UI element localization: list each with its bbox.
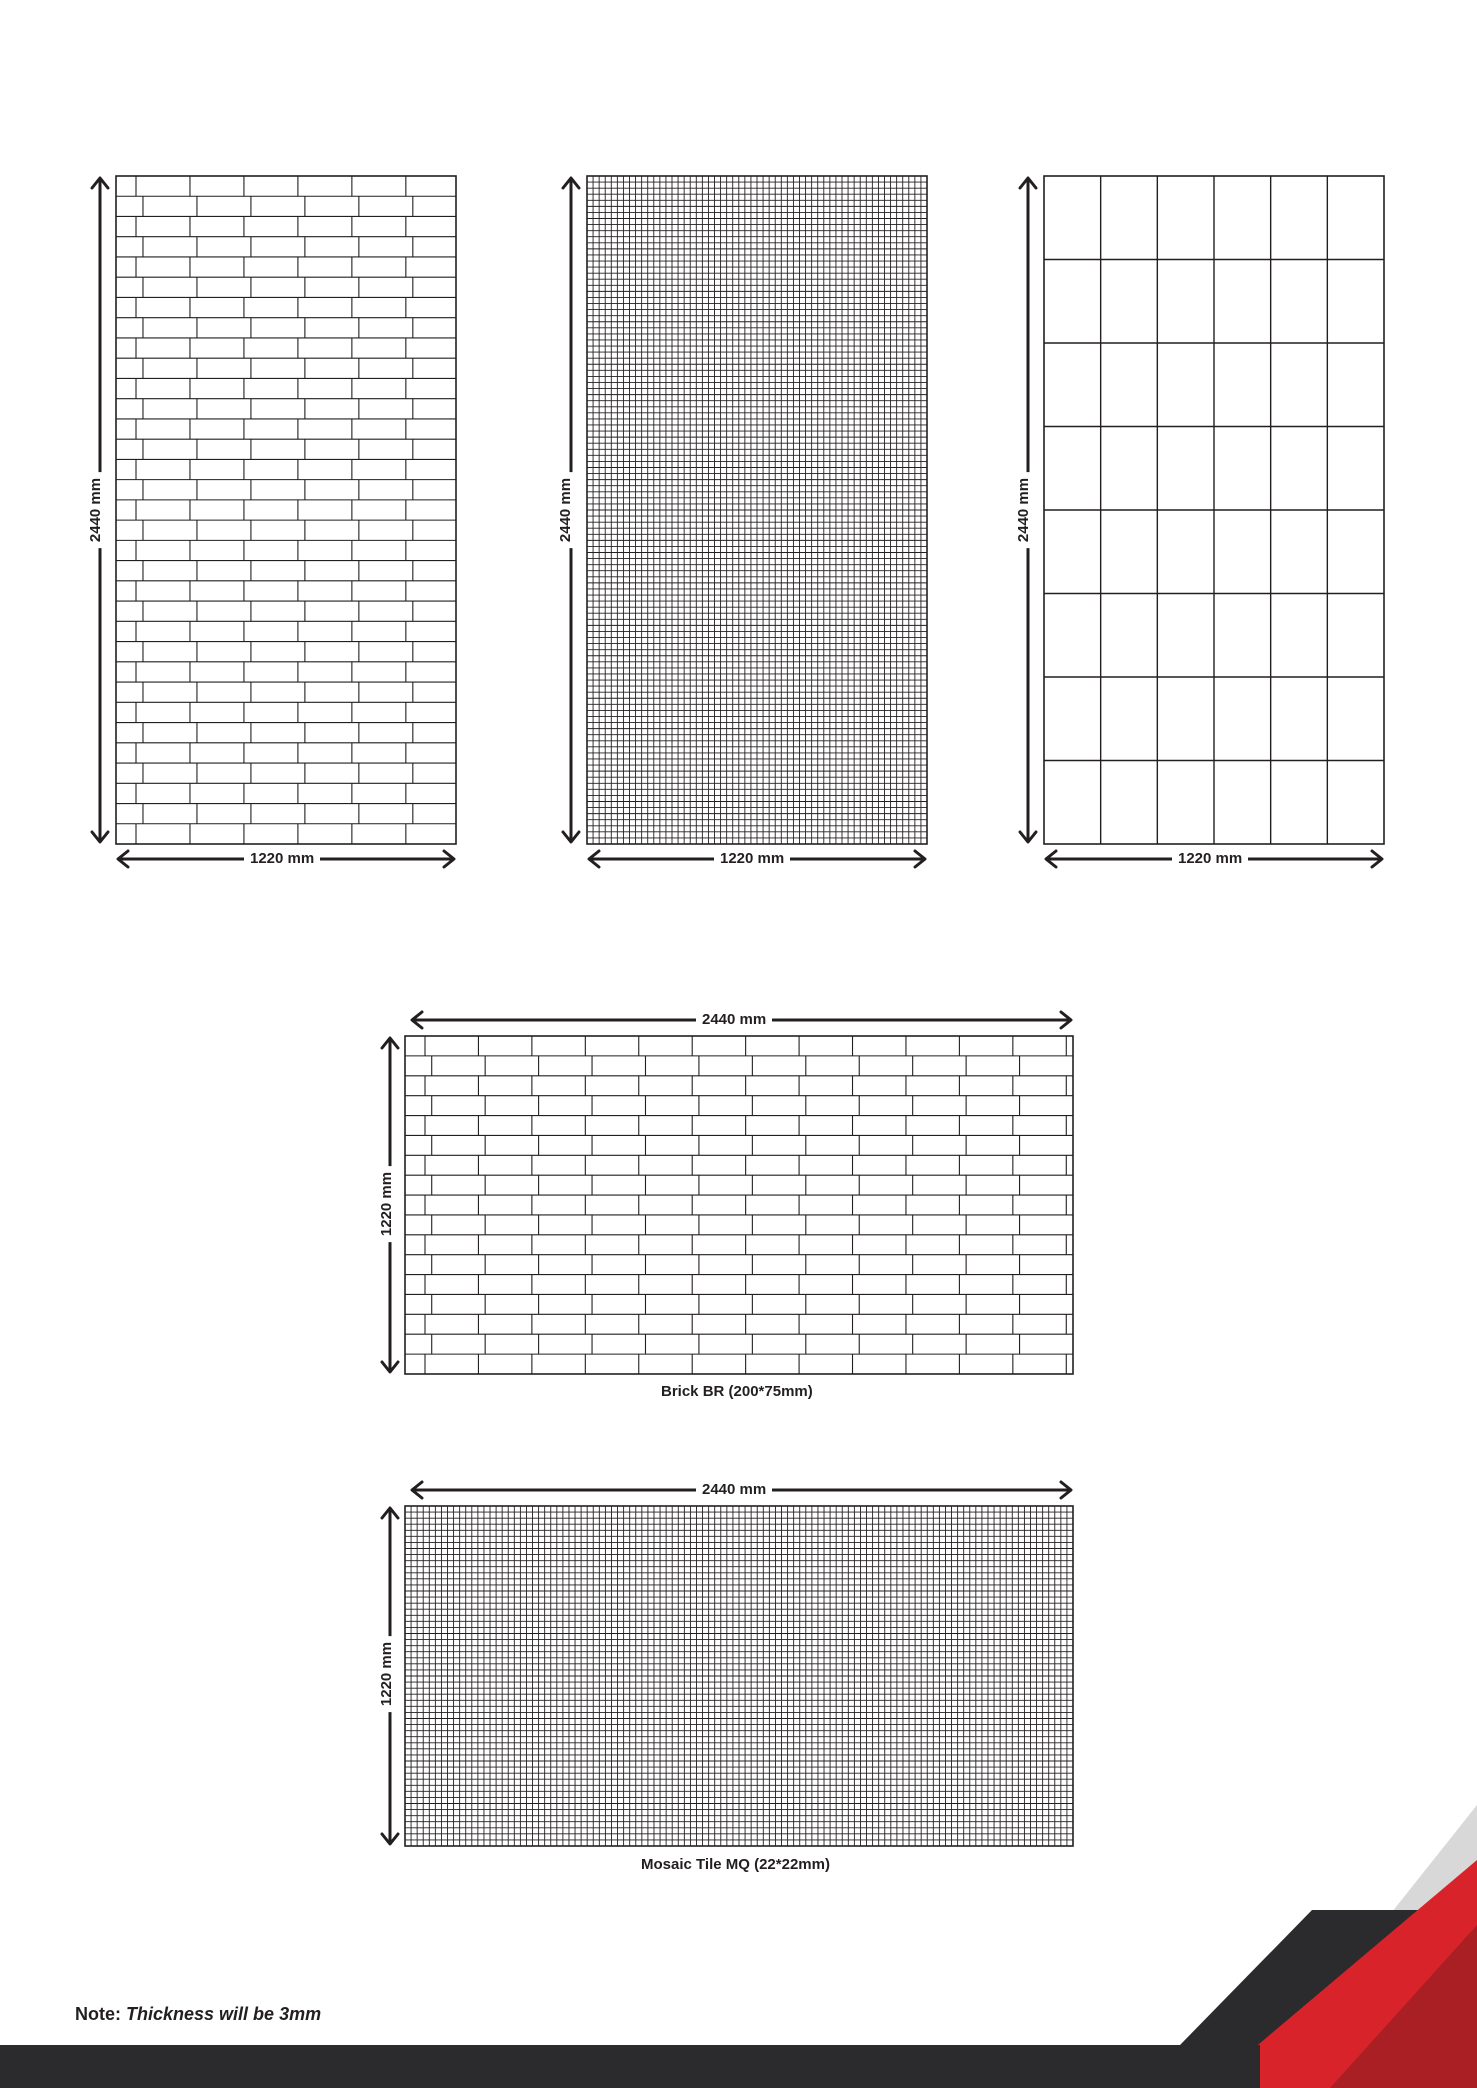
width-dimension-label: 1220 mm bbox=[1172, 850, 1248, 868]
panel-title: Mosaic Tile MQ (22*22mm) bbox=[641, 1856, 830, 1873]
height-dimension-label: 1220 mm bbox=[378, 1166, 396, 1242]
width-dimension-label: 2440 mm bbox=[696, 1481, 772, 1499]
height-dimension-label: 2440 mm bbox=[557, 472, 575, 548]
pattern-lines bbox=[405, 1506, 1073, 1846]
width-dimension-label: 2440 mm bbox=[696, 1011, 772, 1029]
panel-title: Brick BR (200*75mm) bbox=[661, 1383, 813, 1400]
width-dimension-label: 1220 mm bbox=[244, 850, 320, 868]
height-dimension-label: 1220 mm bbox=[378, 1636, 396, 1712]
note-label: Note: bbox=[75, 2004, 121, 2024]
note-value: Thickness will be 3mm bbox=[126, 2004, 322, 2024]
height-dimension-label: 2440 mm bbox=[1015, 472, 1033, 548]
height-dimension-label: 2440 mm bbox=[87, 472, 105, 548]
thickness-note bbox=[75, 2004, 321, 2025]
width-dimension-label: 1220 mm bbox=[714, 850, 790, 868]
